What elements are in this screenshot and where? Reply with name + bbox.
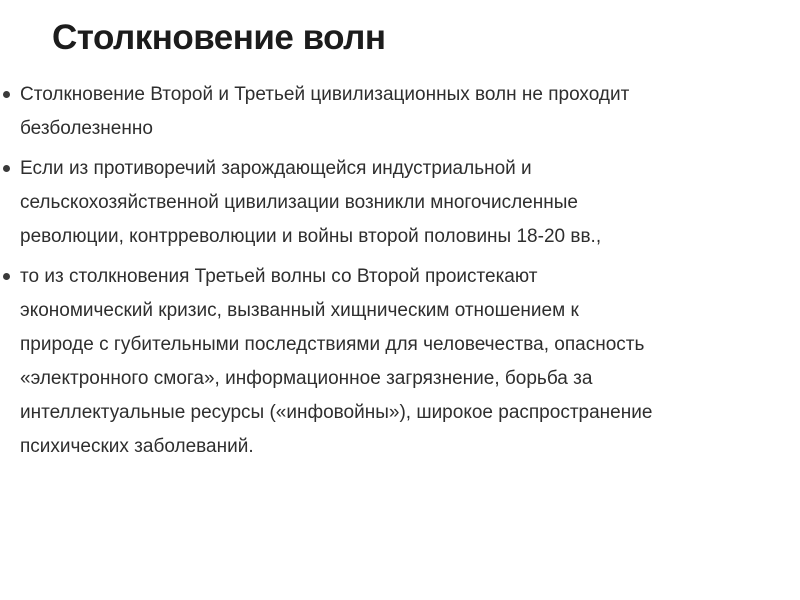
bullet-line: Если из противоречий зарождающейся индустриальной и [20, 158, 532, 179]
bullet-line: Столкновение Второй и Третьей цивилизационных волн не проходит [20, 84, 630, 105]
bullet-item [0, 152, 800, 254]
bullet-line: «электронного смога», информационное загрязнение, борьба за [20, 368, 593, 389]
bullet-line: сельскохозяйственной цивилизации возникли многочисленные [20, 192, 578, 213]
bullet-text [20, 260, 800, 464]
slide-title: Столкновение волн [52, 18, 386, 57]
bullet-line: то из столкновения Третьей волны со Второй проистекают [20, 266, 538, 287]
bullet-line: безболезненно [20, 118, 153, 139]
bullet-dot-icon [3, 91, 10, 98]
bullet-line: природе с губительными последствиями для человечества, опасность [20, 334, 645, 355]
bullet-text [20, 78, 800, 146]
bullet-dot-icon [3, 165, 10, 172]
bullet-item [0, 78, 800, 146]
bullet-line: революции, контрреволюции и войны второй половины 18-20 вв., [20, 226, 602, 247]
bullet-line: психических заболеваний. [20, 436, 254, 457]
bullet-dot-icon [3, 273, 10, 280]
bullet-item [0, 260, 800, 464]
bullet-line: интеллектуальные ресурсы («инфовойны»), широкое распространение [20, 402, 653, 423]
bullet-line: экономический кризис, вызванный хищническим отношением к [20, 300, 579, 321]
bullet-text [20, 152, 800, 254]
bullet-list [0, 78, 800, 470]
